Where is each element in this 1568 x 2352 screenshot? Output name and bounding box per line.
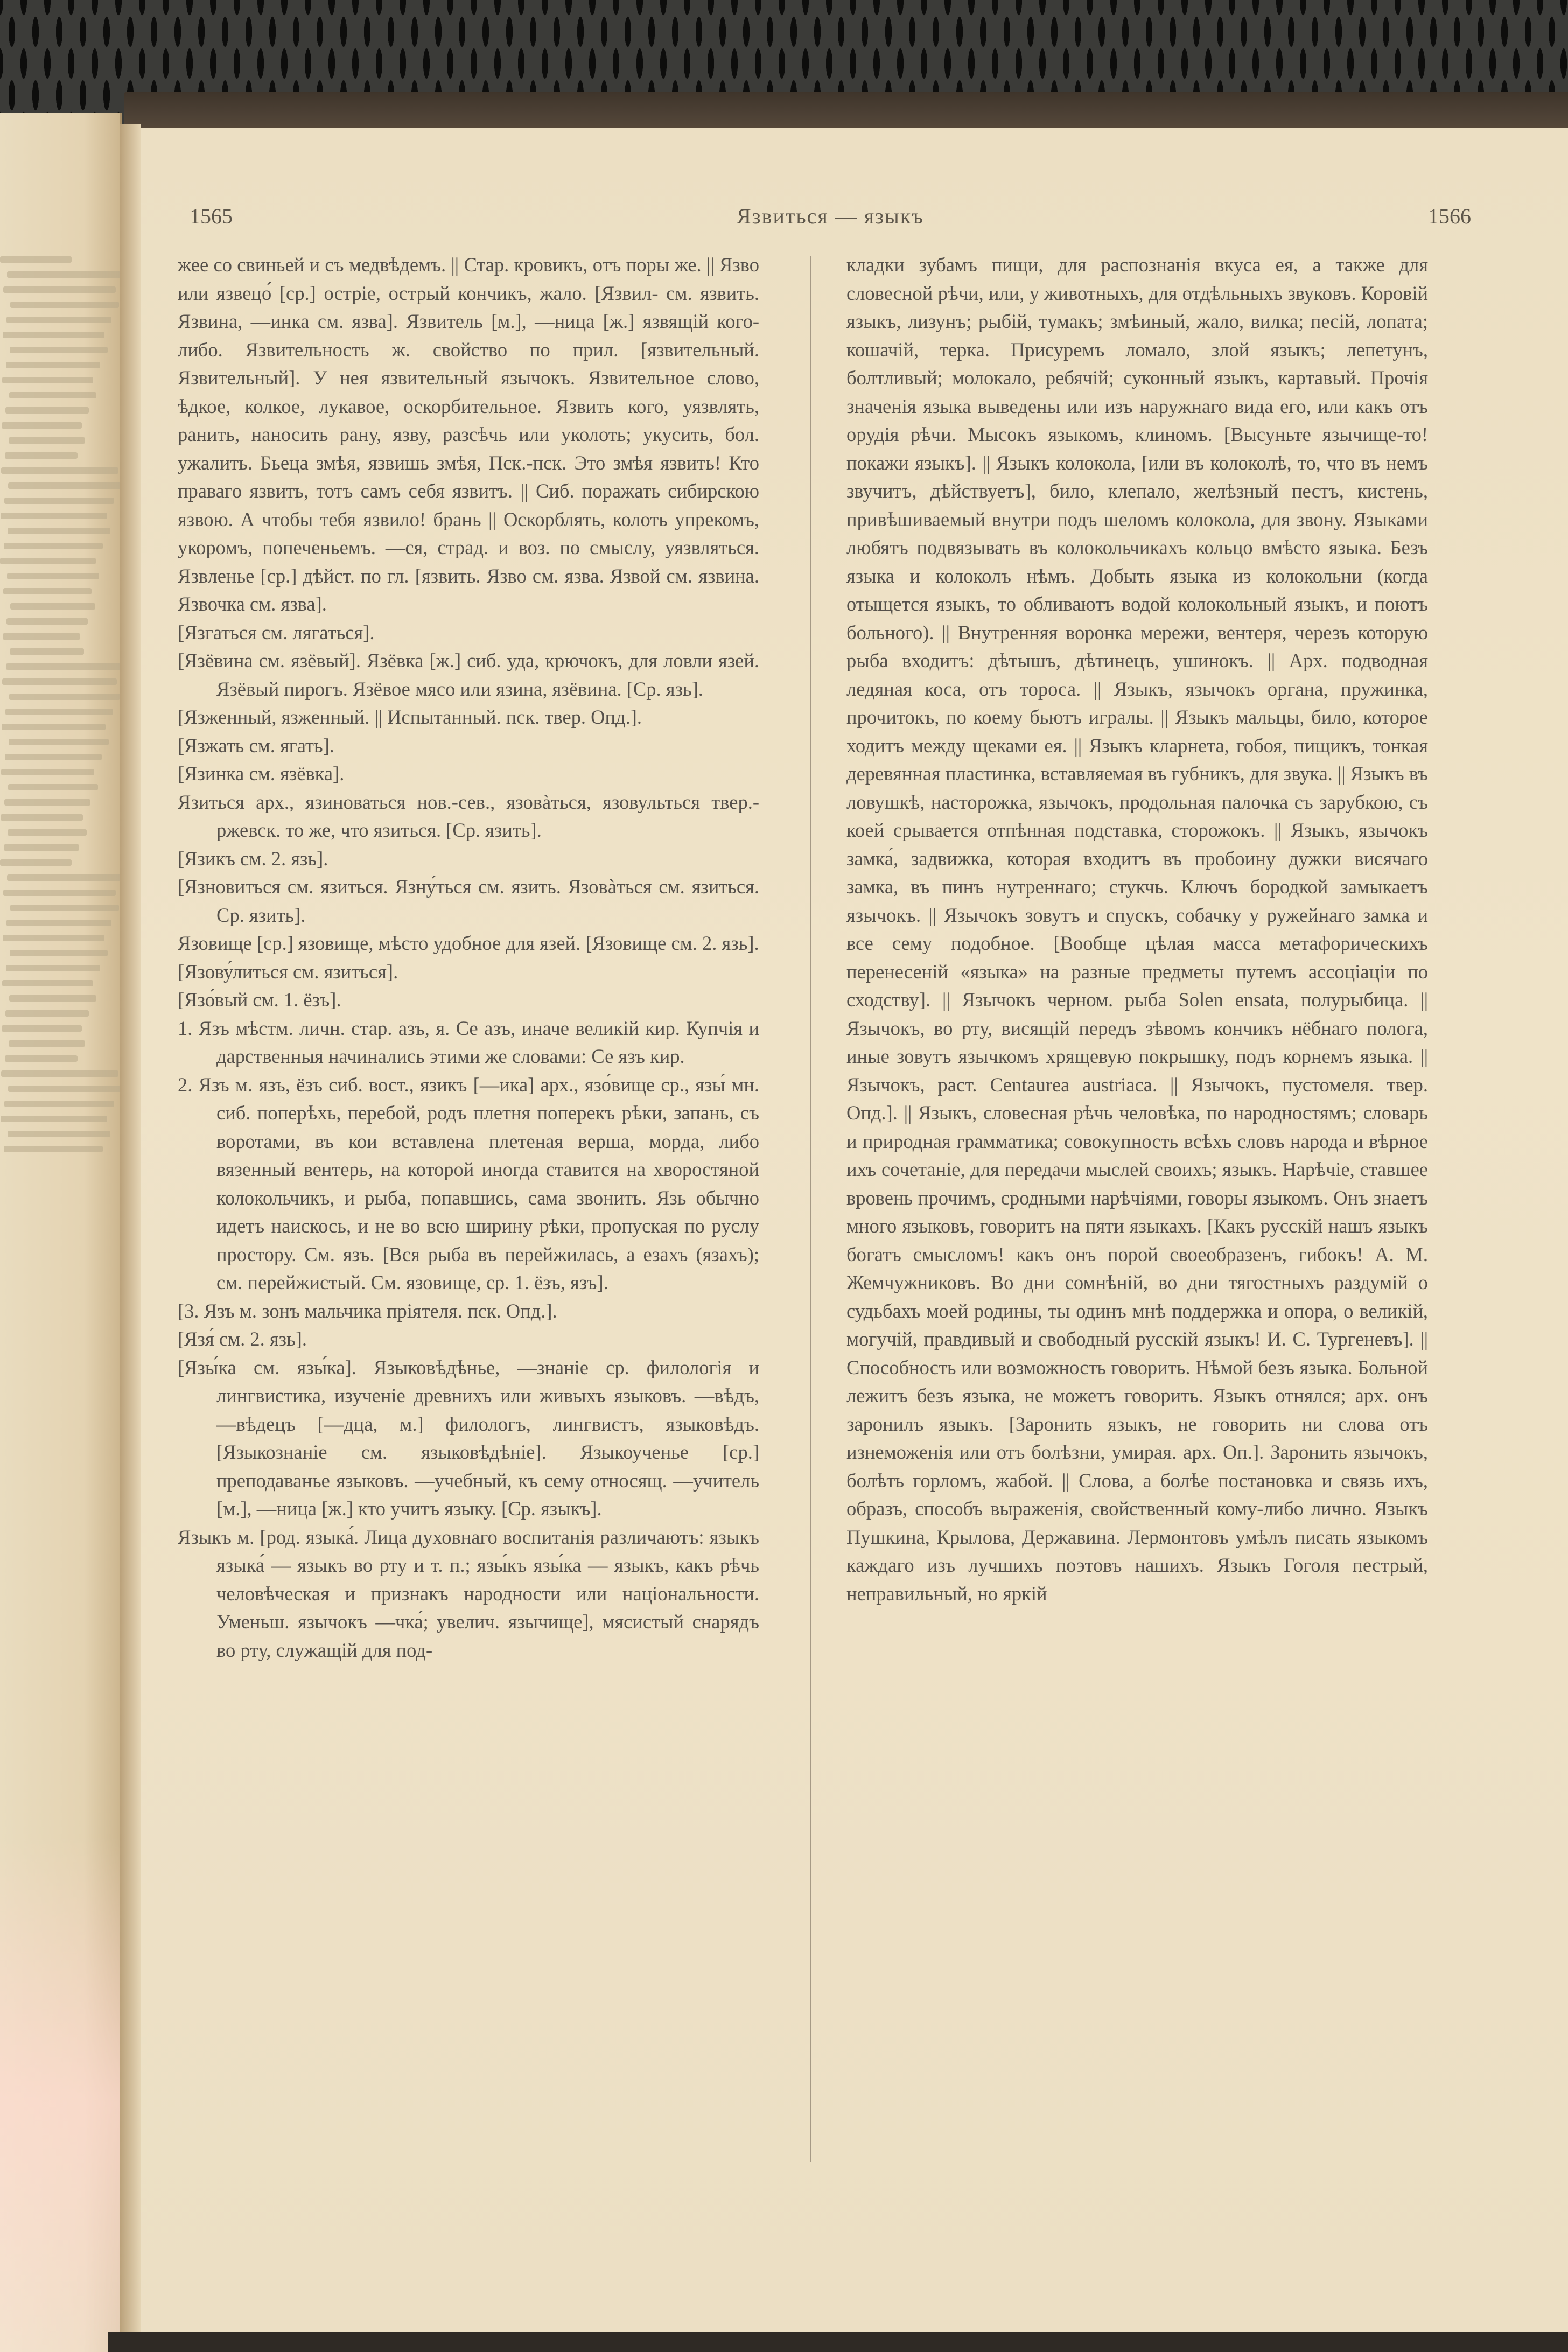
- entry-text: [Язгаться см. лягаться].: [178, 621, 375, 643]
- blurred-text-line: [7, 874, 122, 881]
- entry-text: [Язы́ка см. язы́ка]. Языковѣдѣнье, —знаніе ср. филологія и лингвистика, изученіе древнихъ или живыхъ языковъ. —вѣдъ, —вѣдецъ [—дца, м.] филологъ, лингвистъ, языковѣдъ. [Языкознаніе см. языковѣдѣніе]. Языкоученье [ср.] преподаванье языковъ. —учебный, къ сему относящ. —учитель [м.], —ница [ж.] кто учитъ языку. [Ср. языкъ].: [178, 1356, 759, 1520]
- running-head: [190, 204, 1471, 236]
- blurred-text-line: [0, 558, 96, 564]
- entry-text: 1. Язъ мѣстм. личн. стар. азъ, я. Се азъ, иначе великій кир. Купчія и дарственныя начинались этими же словами: Се язъ кир.: [178, 1017, 759, 1067]
- blurred-text-line: [10, 648, 84, 655]
- blurred-text-line: [5, 709, 113, 715]
- blurred-text-line: [9, 1040, 85, 1047]
- blurred-text-line: [5, 1010, 89, 1017]
- blurred-text-line: [3, 890, 116, 896]
- blurred-text-line: [5, 407, 89, 414]
- blurred-text-line: [2, 377, 93, 383]
- blurred-text-line: [1, 1070, 118, 1077]
- blurred-text-line: [7, 573, 99, 579]
- blurred-text-line: [4, 543, 103, 549]
- entry-text: [Язженный, язженный. || Испытанный. пск. твер. Опд.].: [178, 706, 642, 728]
- entry-text: [Язжать см. ягать].: [178, 734, 334, 757]
- page-number-right: 1566: [1428, 204, 1471, 228]
- blurred-text-line: [0, 256, 72, 263]
- blurred-text-line: [8, 829, 87, 836]
- blurred-text-line: [3, 332, 104, 338]
- entry-text: Язовище [ср.] язовище, мѣсто удобное для язей. [Язовище см. 2. язь].: [178, 932, 759, 954]
- previous-page-edge: [0, 113, 122, 2352]
- entry-text: 2. Язъ м. язъ, ёзъ сиб. вост., язикъ [—ика] арх., язо́вище ср., язы́ мн. сиб. поперѣхь, перебой, родъ плетня поперекъ рѣки, запань, съ воротами, въ кои вставлена плетеная верша, морда, либо вязенный вентерь, на которой иногда ставится на хворостяной колокольчикъ, и рыба, попавшись, сама звонить. Язь обычно идетъ наискось, и не во всю ширину рѣки, пропуская по руслу простору. См. язъ. [Вся рыба въ перейжилась, а езахъ (язахъ); см. перейжистый. См. язовище, ср. 1. ёзъ, язъ].: [178, 1073, 759, 1293]
- blurred-text-line: [9, 995, 96, 1002]
- blurred-text-line: [6, 618, 88, 625]
- blurred-text-line: [5, 452, 78, 459]
- blurred-text-line: [8, 1131, 110, 1137]
- blurred-text-line: [9, 739, 109, 745]
- blurred-text-line: [6, 317, 111, 323]
- blurred-text-line: [10, 603, 95, 610]
- blurred-text-line: [3, 633, 80, 640]
- blurred-text-line: [1, 769, 94, 775]
- blurred-text-line: [2, 678, 117, 685]
- blurred-text-line: [4, 844, 79, 851]
- blurred-text-line: [8, 528, 110, 534]
- blurred-text-line: [3, 935, 104, 941]
- entry-text: Языкъ м. [род. языка́. Лица духовнаго воспитанія различаютъ: языкъ языка́ — языкъ во рту и т. п.; язы́къ язы́ка — языкъ, какъ рѣчь человѣческая и признакъ народности или національности. Уменьш. язычокъ —чка́; увелич. язычище], мясистый снарядъ во рту, служащій для под-: [178, 1525, 759, 1661]
- right-column: [846, 251, 1428, 1608]
- blurred-text-line: [4, 498, 114, 504]
- page-title: Язвиться — языкъ: [737, 204, 924, 228]
- entry-text: [Язя́ см. 2. язь].: [178, 1328, 307, 1350]
- blurred-text-line: [6, 663, 122, 670]
- entry-text: [Язо́вый см. 1. ёзъ].: [178, 989, 341, 1011]
- blurred-text-line: [1, 513, 107, 519]
- blurred-text-line: [8, 784, 98, 790]
- blurred-text-line: [10, 302, 119, 308]
- blurred-text-line: [10, 905, 119, 911]
- blurred-text-line: [4, 1146, 103, 1152]
- previous-page-text: [0, 113, 120, 1152]
- entry-text: [Язёвина см. язёвый]. Язёвка [ж.] сиб. уда, крючокъ, для ловли язей. Язёвый пирогъ. Язёвое мясо или язина, язёвина. [Ср. язь].: [178, 649, 759, 700]
- blurred-text-line: [1, 814, 83, 821]
- entry-text: [Язинка см. язёвка].: [178, 762, 345, 785]
- blurred-text-line: [6, 920, 111, 926]
- blurred-text-line: [2, 980, 93, 986]
- dictionary-page: [141, 128, 1568, 2333]
- blurred-text-line: [1, 467, 118, 474]
- column-divider: [810, 256, 811, 2162]
- blurred-text-line: [8, 482, 122, 489]
- blurred-text-line: [8, 1086, 122, 1092]
- left-column: [178, 251, 759, 1664]
- blurred-text-line: [5, 1055, 78, 1062]
- blurred-text-line: [3, 588, 92, 594]
- blurred-text-line: [9, 392, 96, 398]
- blurred-text-line: [4, 799, 90, 806]
- blurred-text-line: [10, 950, 108, 956]
- blurred-text-line: [9, 437, 85, 444]
- blurred-text-line: [5, 754, 102, 760]
- blurred-text-line: [9, 694, 120, 700]
- blurred-text-line: [0, 859, 72, 866]
- book-cover-edge-bottom: [108, 2332, 1568, 2352]
- entry-text: [3. Язъ м. зонъ мальчика пріятеля. пск. Опд.].: [178, 1299, 557, 1322]
- blurred-text-line: [2, 422, 82, 429]
- blurred-text-line: [2, 724, 106, 730]
- entry-text: [Язновиться см. язиться. Язну́ться см. язить. Язовàться см. язиться. Ср. язить].: [178, 876, 759, 926]
- page-number-left: 1565: [190, 204, 233, 228]
- blurred-text-line: [10, 347, 108, 353]
- entry-text: Язиться арх., язиноваться нов.-сев., язовàться, язовульться твер.-ржевск. то же, что язиться. [Ср. язить].: [178, 790, 759, 841]
- entry-text: кладки зубамъ пищи, для распознанія вкуса ея, а также для словесной рѣчи, или, у животныхъ, для отдѣльныхъ звуковъ. Коровій языкъ, лизунъ; рыбій, тумакъ; змѣиный, жало, вилка; песій, лопата; кошачій, терка. Присуремъ ломало, злой языкъ; лепетунъ, болтливый; молокало, ребячій; суконный языкъ, картавый. Прочія значенія языка выведены или изъ наружнаго вида его, или какъ отъ орудія рѣчи. Мысокъ языкомъ, клиномъ. [Высуньте язычище-то! покажи языкъ]. || Языкъ колокола, [или въ колоколѣ, то, что въ немъ звучитъ, дѣйствуетъ], било, клепало, желѣзный пестъ, кистень, привѣшиваемый внутри подъ шеломъ колокола, для звону. Языками любятъ подвязывать въ колокольчикахъ кольцо вмѣсто языка. Безъ языка и колоколъ нѣмъ. Добыть языка из колокольни (когда отыщется языкъ, то обливаютъ водой колокольный языкъ, и поютъ больного). || Внутренняя воронка мережи, вентеря, черезъ которую рыба входитъ: дѣтышъ, дѣтинецъ, ушинокъ. || Арх. подводная ледяная коса, отъ тороса. || Языкъ, язычокъ органа, пружинка, прочитокъ, по коему бьютъ игралы. || Языкъ мальцы, било, которое ходитъ между щеками ея. || Языкъ кларнета, гобоя, пищикъ, тонкая деревянная пластинка, вставляемая въ губникъ, для звука. || Языкъ въ ловушкѣ, насторожка, язычокъ, продольная палочка съ зарубкою, съ коей срывается отпѣнная подставка, сторожокъ. || Языкъ, язычокъ замка́, задвижка, которая входитъ въ пробоину дужки висячаго замка, въ пинъ нутреннаго; стукчь. Ключъ бородкой замыкаетъ язычокъ. || Язычокъ зовутъ и спускъ, собачку у ружейнаго замка и все сему подобное. [Вообще цѣлая масса метафорическихъ перенесеній «языка» на разные предметы путемъ ассоціаціи по сходству]. || Язычокъ черном. рыба Solen ensata, полурыбица. || Язычокъ, во рту, висящій передъ зѣвомъ кончикъ нёбнаго полога, иные зовутъ язычкомъ хрящевую покрышку, подъ корнемъ языка. || Язычокъ, раст. Centaurea austriaca. || Язычокъ, пустомеля. твер. Опд.]. || Языкъ, словесная рѣчь человѣка, по народностямъ; словарь и природная грамматика; совокупность всѣхъ словъ народа и вѣрное ихъ сочетаніе, для передачи мыслей своихъ; языкъ. Нарѣчіе, ставшее вровень прочимъ, сродными нарѣчіями, говоры языкомъ. Онъ знаетъ много языковъ, говоритъ на пяти языкахъ. [Какъ русскій нашъ языкъ богатъ смысломъ! какъ онъ порой своеобразенъ, гибокъ! А. М. Жемчужниковъ. Во дни сомнѣній, во дни тягостныхъ раздумій о судьбахъ моей родины, ты одинъ мнѣ поддержка и опора, о великій, могучій, правдивый и свободный русскій языкъ! И. С. Тургеневъ]. || Способность или возможность говорить. Нѣмой безъ языка. Больной лежитъ безъ языка, не можетъ говорить. Языкъ отнялся; арх. онъ заронилъ языкъ. [Заронить языкъ, не говорить ни слова отъ изнеможенія или отъ болѣзни, умирая. арх. Оп.]. Заронить язычокъ, болѣть горломъ, жабой. || Слова, а болѣе постановка и связь ихъ, образъ, способъ выраженія, свойственный кому-либо лично. Языкъ Пушкина, Крылова, Державина. Лермонтовъ умѣлъ писать языкомъ каждаго изъ лучшихъ поэтовъ нашихъ. Языкъ Гоголя пестрый, неправильный, но яркій: [846, 254, 1428, 1605]
- entry-text: [Язикъ см. 2. язь].: [178, 847, 328, 870]
- entry-text: [Язову́литься см. язиться].: [178, 960, 398, 983]
- blurred-text-line: [1, 1116, 107, 1122]
- book-gutter: [120, 124, 141, 2337]
- blurred-text-line: [4, 1101, 114, 1107]
- blurred-text-line: [6, 965, 100, 971]
- blurred-text-line: [7, 271, 122, 278]
- blurred-text-line: [2, 1025, 82, 1032]
- blurred-text-line: [6, 362, 100, 368]
- entry-text: жее со свиньей и съ медвѣдемъ. || Стар. кровикъ, отъ поры же. || Язво или язвецо́ [ср.] остріе, острый кончикъ, жало. [Язвил- см. язвить. Язвина, —инка см. язва]. Язвитель [м.], —ница [ж.] язвящій кого-либо. Язвительность ж. свойство по прил. [язвительный. Язвительный]. У нея язвительный язычокъ. Язвительное слово, ѣдкое, колкое, лукавое, оскорбительное. Язвить кого, уязвлять, ранить, наносить рану, язву, разсѣчь или уколоть; укусить, бол. ужалить. Бьеца змѣя, язвишь змѣя, Пск.-пск. Это змѣя язвить! Кто праваго язвить, тотъ самъ себя язвитъ. || Сиб. поражать сибирскою язвою. А чтобы тебя язвило! брань || Оскорблять, колоть упрекомъ, укоромъ, попеченьемъ. —ся, страд. и воз. по смыслу, уязвляться. Язвленье [ср.] дѣйст. по гл. [язвить. Язво см. язва. Язвой см. язвина. Язвочка см. язва].: [178, 254, 759, 615]
- light-glare: [0, 1836, 120, 2352]
- blurred-text-line: [3, 286, 116, 293]
